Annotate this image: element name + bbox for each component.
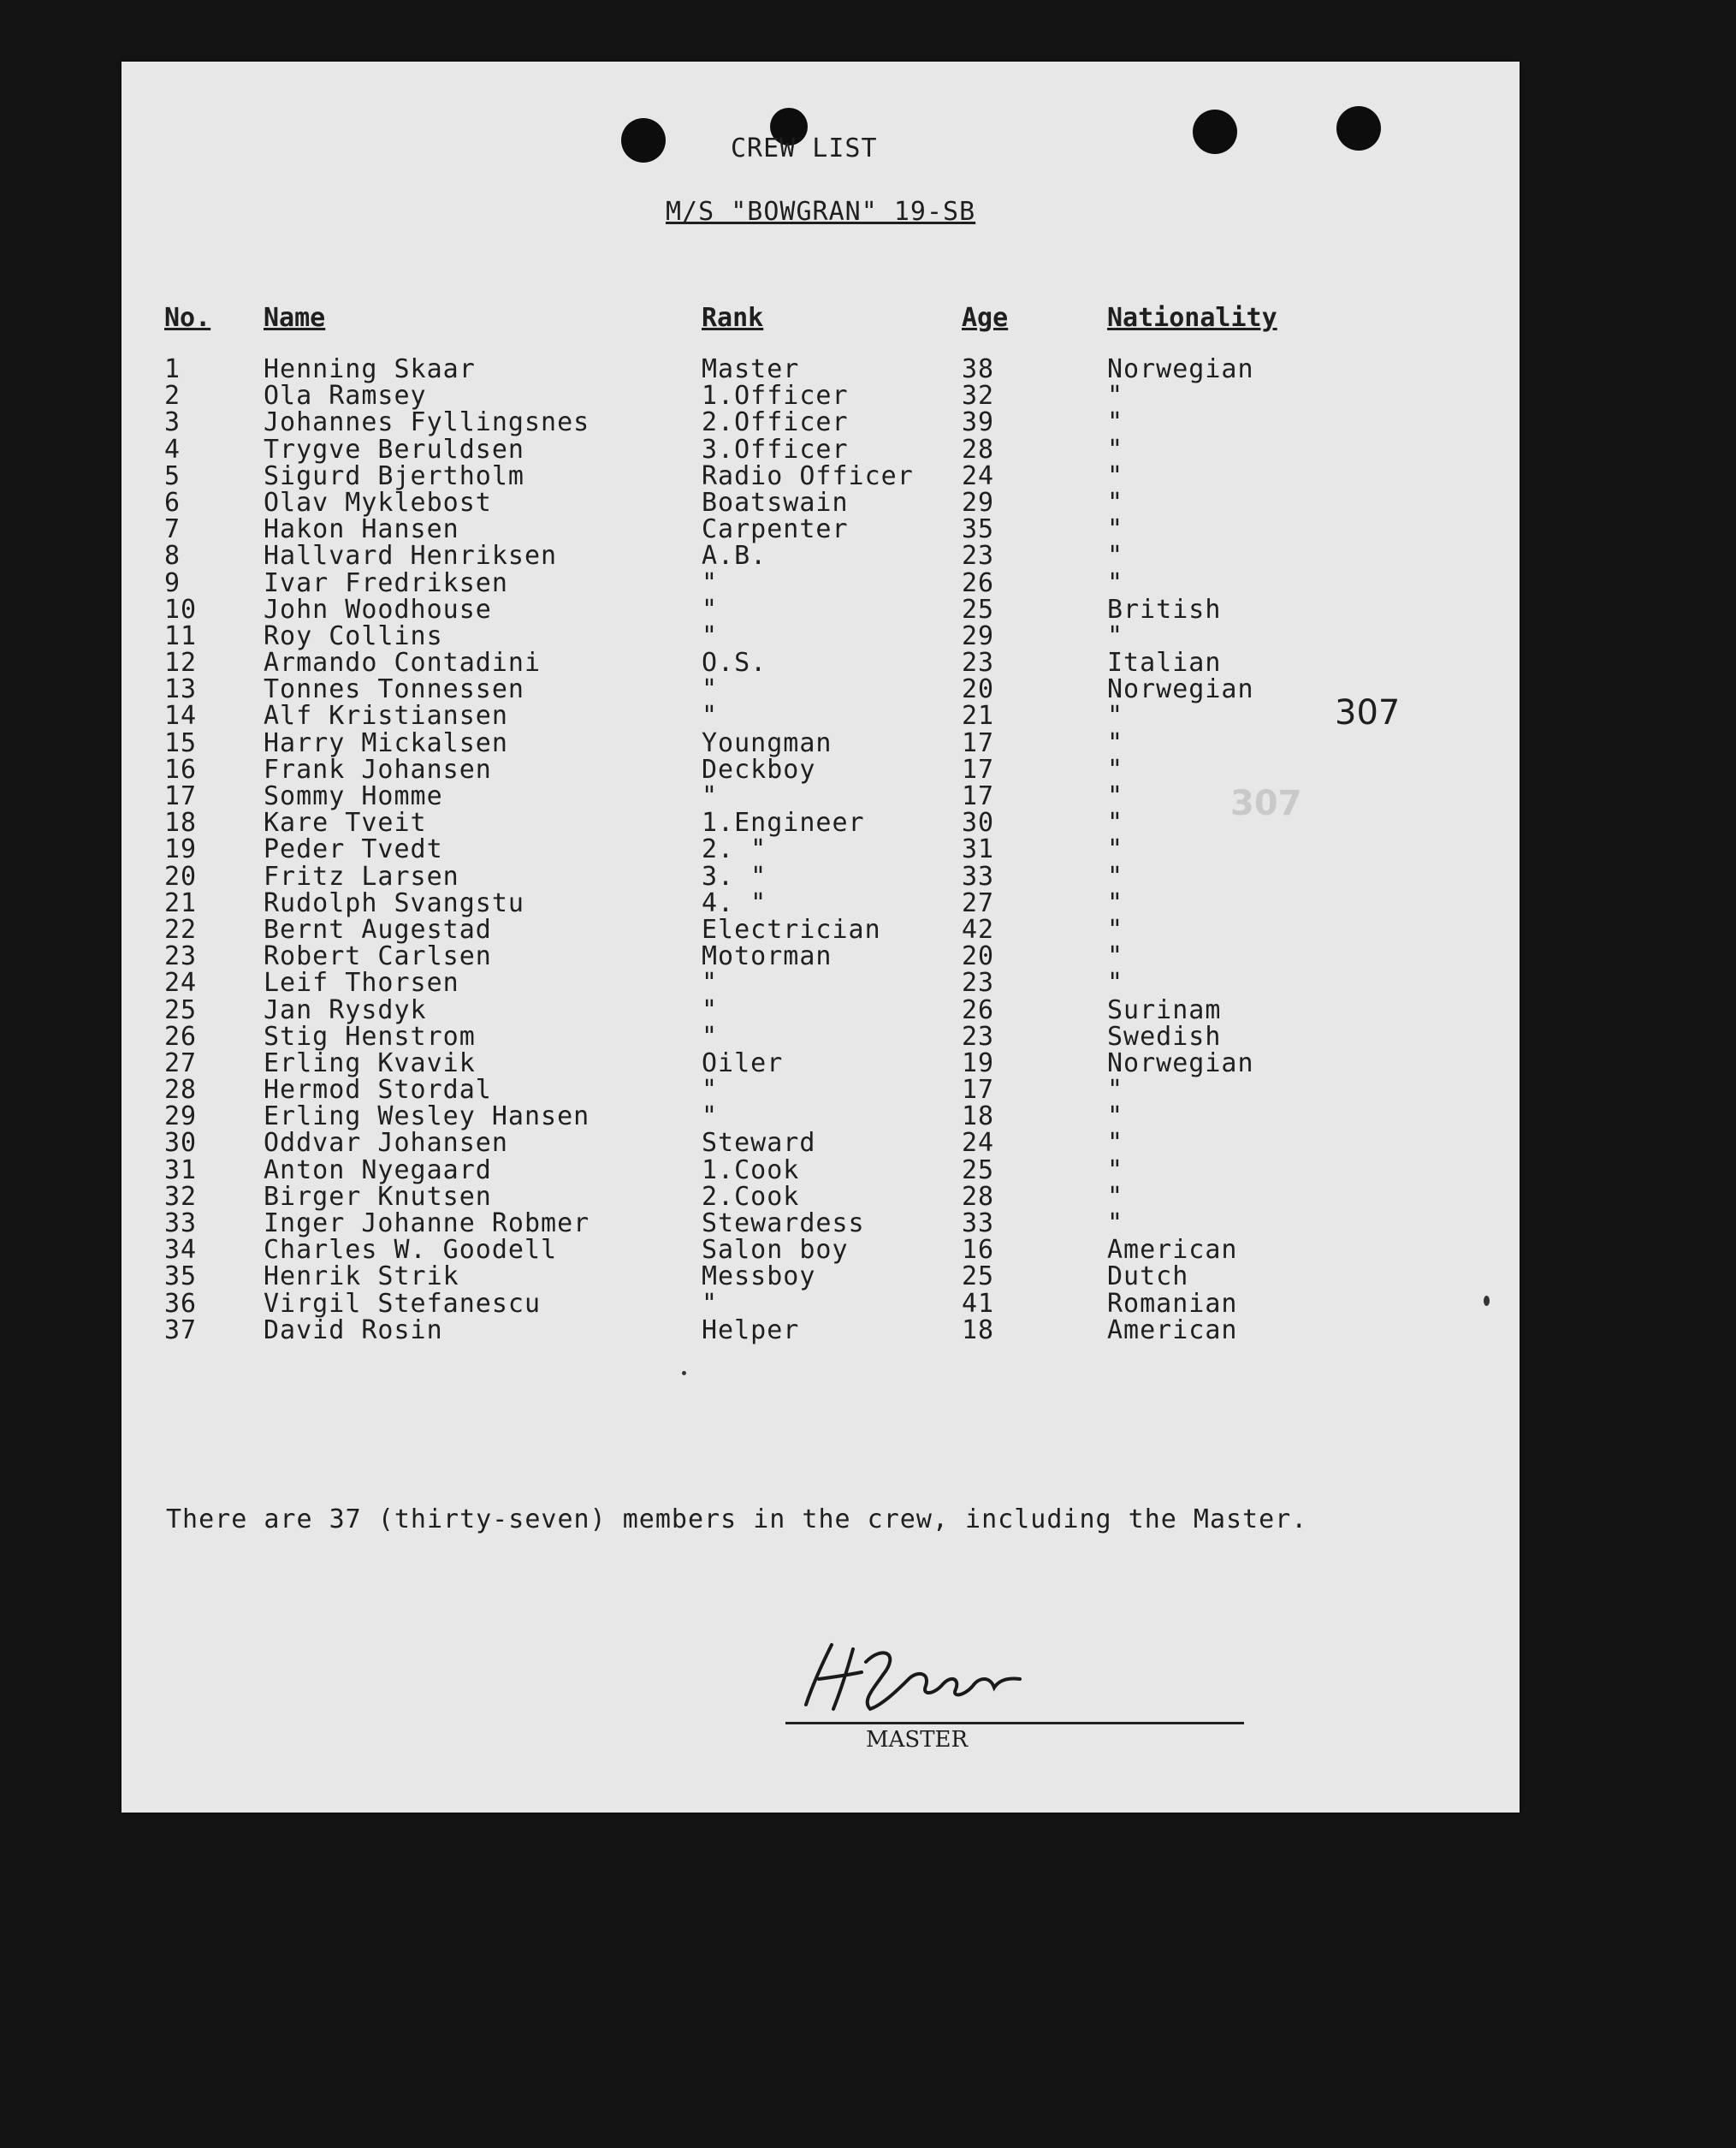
crew-no: 35 [164, 1261, 198, 1292]
crew-age: 31 [962, 834, 995, 865]
crew-nationality: " [1107, 781, 1124, 811]
crew-rank: " [702, 994, 719, 1025]
crew-nationality: " [1107, 567, 1124, 598]
table-row [121, 409, 1520, 436]
crew-nationality: Dutch [1107, 1261, 1189, 1292]
crew-nationality: " [1107, 460, 1124, 491]
crew-rank: 3. " [702, 861, 767, 892]
ink-speck [682, 1371, 686, 1375]
crew-rank: Radio Officer [702, 460, 914, 491]
table-row [121, 754, 1520, 785]
crew-no: 25 [164, 994, 198, 1025]
crew-rank: Helper [702, 1314, 800, 1345]
crew-age: 17 [962, 1075, 995, 1106]
crew-nationality: " [1107, 1154, 1124, 1185]
crew-age: 17 [962, 754, 995, 785]
crew-name: Stig Henstrom [264, 1021, 476, 1052]
crew-age: 17 [962, 727, 995, 758]
crew-nationality: " [1107, 434, 1124, 465]
crew-no: 32 [164, 1181, 198, 1212]
table-row [121, 541, 1520, 572]
crew-rank: " [702, 1288, 719, 1319]
crew-name: Erling Kvavik [264, 1047, 476, 1078]
crew-name: Virgil Stefanescu [264, 1288, 542, 1319]
crew-rank: Boatswain [702, 487, 849, 518]
crew-name: Sommy Homme [264, 781, 443, 811]
crew-name: Tonnes Tonnessen [264, 674, 524, 705]
crew-no: 13 [164, 674, 198, 705]
crew-nationality: " [1107, 1101, 1124, 1132]
ink-speck [1484, 1296, 1490, 1306]
table-row [121, 356, 1520, 383]
crew-rank: " [702, 1101, 719, 1132]
column-header-no: No. [164, 303, 211, 333]
table-row [121, 1075, 1520, 1106]
crew-no: 21 [164, 887, 198, 918]
crew-no: 37 [164, 1314, 198, 1345]
crew-no: 33 [164, 1208, 198, 1238]
table-row [121, 968, 1520, 999]
punch-hole [1336, 106, 1381, 151]
crew-age: 33 [962, 1208, 995, 1238]
crew-name: Trygve Beruldsen [264, 434, 524, 465]
table-row [121, 381, 1520, 412]
master-signature [780, 1628, 1037, 1730]
table-row [121, 1263, 1520, 1290]
crew-rank: Oiler [702, 1047, 784, 1078]
crew-table [121, 356, 1520, 1344]
table-row [121, 460, 1520, 491]
crew-nationality: " [1107, 514, 1124, 545]
crew-no: 17 [164, 781, 198, 811]
crew-age: 20 [962, 674, 995, 705]
crew-nationality: " [1107, 861, 1124, 892]
crew-name: Sigurd Bjertholm [264, 460, 524, 491]
crew-rank: " [702, 594, 719, 625]
crew-age: 26 [962, 994, 995, 1025]
table-row [121, 914, 1520, 945]
crew-nationality: " [1107, 381, 1124, 412]
table-row [121, 1154, 1520, 1185]
crew-rank: " [702, 1075, 719, 1106]
table-row [121, 1021, 1520, 1052]
crew-name: Peder Tvedt [264, 834, 443, 865]
crew-age: 24 [962, 1128, 995, 1159]
crew-rank: Electrician [702, 914, 881, 945]
crew-name: Ivar Fredriksen [264, 567, 508, 598]
crew-rank: 1.Officer [702, 381, 849, 412]
table-row [121, 620, 1520, 651]
crew-name: Inger Johanne Robmer [264, 1208, 590, 1238]
crew-name: Hallvard Henriksen [264, 541, 558, 572]
crew-no: 29 [164, 1101, 198, 1132]
column-header-age: Age [962, 303, 1009, 333]
crew-name: Johannes Fyllingsnes [264, 407, 590, 438]
crew-no: 11 [164, 620, 198, 651]
crew-rank: Master [702, 354, 800, 384]
table-row [121, 1288, 1520, 1319]
crew-no: 34 [164, 1235, 198, 1266]
column-header-rank: Rank [702, 303, 764, 333]
crew-no: 27 [164, 1047, 198, 1078]
crew-no: 5 [164, 460, 181, 491]
crew-age: 30 [962, 808, 995, 839]
crew-nationality: Norwegian [1107, 674, 1254, 705]
crew-age: 33 [962, 861, 995, 892]
crew-name: Alf Kristiansen [264, 701, 508, 732]
crew-age: 23 [962, 648, 995, 679]
signature-label: MASTER [866, 1727, 969, 1753]
crew-rank: 3.Officer [702, 434, 849, 465]
crew-rank: Deckboy [702, 754, 816, 785]
crew-rank: Carpenter [702, 514, 849, 545]
crew-rank: Steward [702, 1128, 816, 1159]
table-row [121, 727, 1520, 758]
crew-nationality: " [1107, 808, 1124, 839]
crew-no: 3 [164, 407, 181, 438]
crew-nationality: " [1107, 1208, 1124, 1238]
crew-no: 28 [164, 1075, 198, 1106]
crew-no: 9 [164, 567, 181, 598]
crew-name: Charles W. Goodell [264, 1235, 558, 1266]
table-row [121, 1103, 1520, 1130]
crew-age: 41 [962, 1288, 995, 1319]
table-row [121, 516, 1520, 543]
crew-nationality: " [1107, 887, 1124, 918]
punch-hole [621, 118, 666, 163]
crew-age: 29 [962, 620, 995, 651]
crew-rank: 1.Cook [702, 1154, 800, 1185]
crew-name: Rudolph Svangstu [264, 887, 524, 918]
crew-nationality: American [1107, 1314, 1238, 1345]
crew-age: 29 [962, 487, 995, 518]
crew-age: 18 [962, 1314, 995, 1345]
crew-nationality: " [1107, 701, 1124, 732]
crew-no: 24 [164, 968, 198, 999]
crew-rank: " [702, 620, 719, 651]
table-row [121, 836, 1520, 863]
table-row [121, 887, 1520, 918]
crew-no: 10 [164, 594, 198, 625]
crew-name: Bernt Augestad [264, 914, 492, 945]
crew-age: 27 [962, 887, 995, 918]
crew-age: 35 [962, 514, 995, 545]
crew-age: 17 [962, 781, 995, 811]
crew-no: 18 [164, 808, 198, 839]
crew-name: Armando Contadini [264, 648, 542, 679]
table-row [121, 487, 1520, 518]
page-number-stamp: 307 [1335, 693, 1401, 733]
crew-name: Olav Myklebost [264, 487, 492, 518]
crew-no: 26 [164, 1021, 198, 1052]
table-row [121, 994, 1520, 1025]
crew-rank: " [702, 674, 719, 705]
table-row [121, 1181, 1520, 1212]
crew-name: Kare Tveit [264, 808, 427, 839]
crew-rank: " [702, 968, 719, 999]
crew-nationality: " [1107, 620, 1124, 651]
crew-no: 8 [164, 541, 181, 572]
crew-name: John Woodhouse [264, 594, 492, 625]
crew-name: David Rosin [264, 1314, 443, 1345]
column-header-name: Name [264, 303, 326, 333]
crew-no: 16 [164, 754, 198, 785]
table-row [121, 648, 1520, 679]
table-row [121, 783, 1520, 810]
crew-nationality: " [1107, 1128, 1124, 1159]
crew-rank: Salon boy [702, 1235, 849, 1266]
crew-nationality: " [1107, 968, 1124, 999]
crew-nationality: " [1107, 1075, 1124, 1106]
crew-rank: Stewardess [702, 1208, 865, 1238]
table-row [121, 436, 1520, 463]
signature-line [785, 1722, 1244, 1724]
crew-age: 26 [962, 567, 995, 598]
crew-name: Robert Carlsen [264, 941, 492, 972]
document-page [121, 62, 1520, 1813]
table-row [121, 596, 1520, 623]
crew-age: 25 [962, 1154, 995, 1185]
crew-rank: 2. " [702, 834, 767, 865]
crew-age: 42 [962, 914, 995, 945]
crew-age: 25 [962, 594, 995, 625]
crew-rank: " [702, 781, 719, 811]
crew-name: Hermod Stordal [264, 1075, 492, 1106]
crew-name: Ola Ramsey [264, 381, 427, 412]
crew-nationality: " [1107, 1181, 1124, 1212]
crew-nationality: " [1107, 941, 1124, 972]
crew-name: Fritz Larsen [264, 861, 459, 892]
table-row [121, 943, 1520, 970]
table-row [121, 1210, 1520, 1237]
punch-hole [1193, 110, 1237, 154]
crew-nationality: " [1107, 834, 1124, 865]
crew-nationality: Surinam [1107, 994, 1222, 1025]
crew-no: 2 [164, 381, 181, 412]
crew-rank: " [702, 701, 719, 732]
table-row [121, 1235, 1520, 1266]
crew-nationality: " [1107, 754, 1124, 785]
crew-name: Jan Rysdyk [264, 994, 427, 1025]
crew-rank: 2.Cook [702, 1181, 800, 1212]
crew-name: Erling Wesley Hansen [264, 1101, 590, 1132]
crew-name: Roy Collins [264, 620, 443, 651]
crew-rank: O.S. [702, 648, 767, 679]
crew-rank: Motorman [702, 941, 832, 972]
table-row [121, 863, 1520, 890]
vessel-name: M/S "BOWGRAN" 19-SB [666, 197, 976, 227]
crew-no: 31 [164, 1154, 198, 1185]
crew-no: 19 [164, 834, 198, 865]
crew-rank: A.B. [702, 541, 767, 572]
crew-nationality: Italian [1107, 648, 1222, 679]
crew-no: 14 [164, 701, 198, 732]
crew-rank: Messboy [702, 1261, 816, 1292]
table-row [121, 676, 1520, 703]
crew-name: Oddvar Johansen [264, 1128, 508, 1159]
crew-nationality: American [1107, 1235, 1238, 1266]
crew-rank: 4. " [702, 887, 767, 918]
crew-nationality: Swedish [1107, 1021, 1222, 1052]
crew-age: 16 [962, 1235, 995, 1266]
crew-no: 4 [164, 434, 181, 465]
crew-age: 24 [962, 460, 995, 491]
crew-nationality: " [1107, 727, 1124, 758]
crew-summary: There are 37 (thirty-seven) members in the crew, including the Master. [166, 1504, 1308, 1534]
crew-name: Anton Nyegaard [264, 1154, 492, 1185]
crew-age: 20 [962, 941, 995, 972]
crew-no: 15 [164, 727, 198, 758]
faint-page-number: 307 [1230, 784, 1302, 823]
crew-age: 19 [962, 1047, 995, 1078]
table-row [121, 1314, 1520, 1345]
crew-no: 1 [164, 354, 181, 384]
table-row [121, 701, 1520, 732]
crew-name: Leif Thorsen [264, 968, 459, 999]
crew-nationality: Norwegian [1107, 1047, 1254, 1078]
crew-age: 38 [962, 354, 995, 384]
crew-rank: 1.Engineer [702, 808, 865, 839]
column-header-nationality: Nationality [1107, 303, 1277, 333]
crew-name: Henning Skaar [264, 354, 476, 384]
crew-rank: 2.Officer [702, 407, 849, 438]
crew-no: 6 [164, 487, 181, 518]
crew-no: 22 [164, 914, 198, 945]
crew-rank: " [702, 1021, 719, 1052]
crew-age: 39 [962, 407, 995, 438]
crew-age: 32 [962, 381, 995, 412]
crew-rank: " [702, 567, 719, 598]
crew-no: 7 [164, 514, 181, 545]
crew-name: Frank Johansen [264, 754, 492, 785]
crew-no: 12 [164, 648, 198, 679]
table-row [121, 567, 1520, 598]
crew-no: 36 [164, 1288, 198, 1319]
crew-nationality: British [1107, 594, 1222, 625]
document-title: CREW LIST [731, 134, 878, 163]
crew-nationality: Norwegian [1107, 354, 1254, 384]
crew-nationality: " [1107, 914, 1124, 945]
crew-age: 25 [962, 1261, 995, 1292]
crew-nationality: Romanian [1107, 1288, 1238, 1319]
crew-no: 23 [164, 941, 198, 972]
crew-name: Birger Knutsen [264, 1181, 492, 1212]
crew-age: 28 [962, 1181, 995, 1212]
crew-rank: Youngman [702, 727, 832, 758]
crew-age: 23 [962, 968, 995, 999]
crew-age: 23 [962, 541, 995, 572]
crew-name: Henrik Strik [264, 1261, 459, 1292]
crew-nationality: " [1107, 541, 1124, 572]
crew-no: 20 [164, 861, 198, 892]
crew-name: Harry Mickalsen [264, 727, 508, 758]
crew-nationality: " [1107, 487, 1124, 518]
crew-age: 18 [962, 1101, 995, 1132]
table-row [121, 1047, 1520, 1078]
crew-age: 28 [962, 434, 995, 465]
crew-no: 30 [164, 1128, 198, 1159]
crew-nationality: " [1107, 407, 1124, 438]
crew-name: Hakon Hansen [264, 514, 459, 545]
table-row [121, 808, 1520, 839]
table-row [121, 1128, 1520, 1159]
crew-age: 21 [962, 701, 995, 732]
crew-age: 23 [962, 1021, 995, 1052]
